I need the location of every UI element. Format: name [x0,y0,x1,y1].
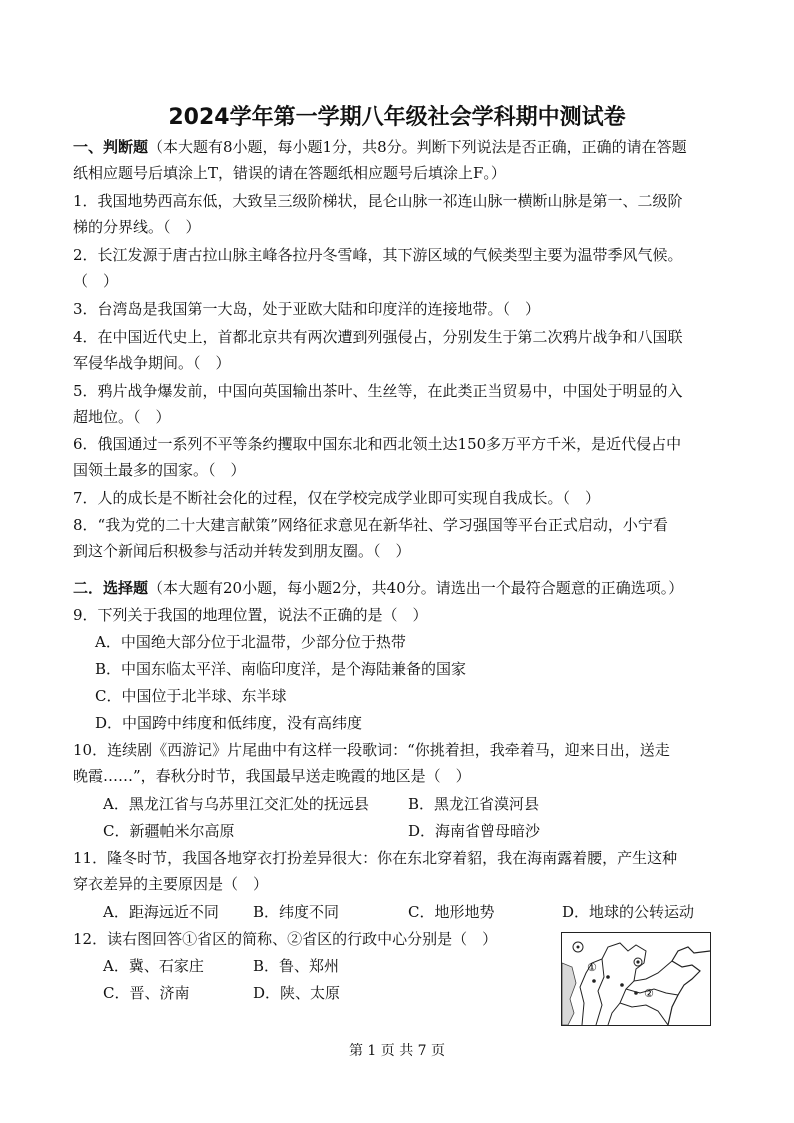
map-label-1: ① [587,961,597,974]
q12-option-a: A．冀、石家庄 [103,957,204,975]
q11-option-b: B．纬度不同 [253,903,340,921]
q1-line1: 1．我国地势西高东低，大致呈三级阶梯状，昆仑山脉一祁连山脉一横断山脉是第一、二级阶 [73,192,683,210]
q12-option-d: D．陕、太原 [253,984,341,1002]
q11-option-d: D．地球的公转运动 [562,903,695,921]
q9-option-b: B．中国东临太平洋、南临印度洋，是个海陆兼备的国家 [95,660,467,678]
q12-option-b: B．鲁、郑州 [253,957,340,975]
q5-line2: 超地位。（ ） [73,408,171,426]
q10-line2: 晚霞……”，春秋分时节，我国最早送走晚霞的地区是（ ） [73,767,471,785]
map-boundary-west [580,943,646,1025]
province-map-figure [561,932,711,1026]
section1-header-line1 [73,137,687,157]
q3-line1: 3．台湾岛是我国第一大岛，处于亚欧大陆和印度洋的连接地带。（ ） [73,300,541,318]
q7-line1: 7．人的成长是不断社会化的过程，仅在学校完成学业即可实现自我成长。（ ） [73,489,601,507]
q11-line1: 11．隆冬时节，我国各地穿衣打扮差异很大：你在东北穿着貂，我在海南露着腰，产生这种 [73,849,678,867]
q10-option-a: A．黑龙江省与乌苏里江交汇处的抚远县 [103,795,369,813]
section2-desc: （本大题有20小题，每小题2分，共40分。请选出一个最符合题意的正确选项。） [148,579,684,597]
q8-line2: 到这个新闻后积极参与活动并转发到朋友圈。（ ） [73,542,411,560]
section2-header [73,578,683,598]
section2-heading: 二．选择题 [73,579,149,597]
q6-line2: 国领土最多的国家。（ ） [73,461,246,479]
q10-option-c: C．新疆帕米尔高原 [103,822,235,840]
q4-line1: 4．在中国近代史上，首都北京共有两次遭到列强侵占，分别发生于第二次鸦片战争和八国联 [73,328,683,346]
section1-desc-line1: （本大题有8小题，每小题1分，共8分。判断下列说法是否正确，正确的请在答题 [148,138,687,156]
q9-option-a: A．中国绝大部分位于北温带，少部分位于热带 [95,633,406,651]
province-map [562,933,710,1025]
q12-stem: 12．读右图回答①省区的简称、②省区的行政中心分别是（ ） [73,930,498,948]
map-label-2: ② [644,987,654,1000]
city-dot-icon [620,983,624,987]
q12-option-c: C．晋、济南 [103,984,190,1002]
exam-title: 2024学年第一学期八年级社会学科期中测试卷 [168,105,626,130]
q11-line2: 穿衣差异的主要原因是（ ） [73,875,269,893]
q5-line1: 5．鸦片战争爆发前，中国向英国输出茶叶、生丝等，在此类正当贸易中，中国处于明显的入 [73,382,683,400]
q9-stem: 9．下列关于我国的地理位置，说法不正确的是（ ） [73,606,428,624]
map-boundary-inner [596,959,604,1025]
q10-line1: 10．连续剧《西游记》片尾曲中有这样一段歌词：“你挑着担，我牵着马，迎来日出，送走 [73,741,670,759]
q9-option-d: D．中国跨中纬度和低纬度，没有高纬度 [95,714,363,732]
q2-line2: （ ） [73,272,119,290]
city-dot-icon [592,979,596,983]
page-footer: 第 1 页 共 7 页 [348,1043,446,1059]
q6-line1: 6．俄国通过一系列不平等条约攫取中国东北和西北领土达150多万平方千米，是近代侵占中 [73,435,682,453]
city-dot-icon [606,975,610,979]
q11-option-c: C．地形地势 [408,903,495,921]
capital-marker-dot [636,960,639,963]
map-coastline [668,947,710,1025]
map-boundary-north [634,961,672,981]
map-boundary-south [620,1003,668,1025]
section1-heading: 一、判断题 [73,138,149,156]
q2-line1: 2．长江发源于唐古拉山脉主峰各拉丹冬雪峰，其下游区域的气候类型主要为温带季风气候。 [73,246,683,264]
map-compass-dot [577,946,580,949]
q9-option-c: C．中国位于北半球、东半球 [95,687,287,705]
q10-option-d: D．海南省曾母暗沙 [408,822,541,840]
city-dot-icon [634,991,638,995]
q11-option-a: A．距海远近不同 [103,903,219,921]
map-shaded-region [562,963,576,1025]
section1-desc-line2: 纸相应题号后填涂上T，错误的请在答题纸相应题号后填涂上F。） [73,164,506,182]
q10-option-b: B．黑龙江省漠河县 [408,795,540,813]
q1-line2: 梯的分界线。（ ） [73,218,201,236]
q8-line1: 8．“我为党的二十大建言献策”网络征求意见在新华社、学习强国等平台正式启动，小宁看 [73,516,668,534]
q4-line2: 军侵华战争期间。（ ） [73,354,231,372]
